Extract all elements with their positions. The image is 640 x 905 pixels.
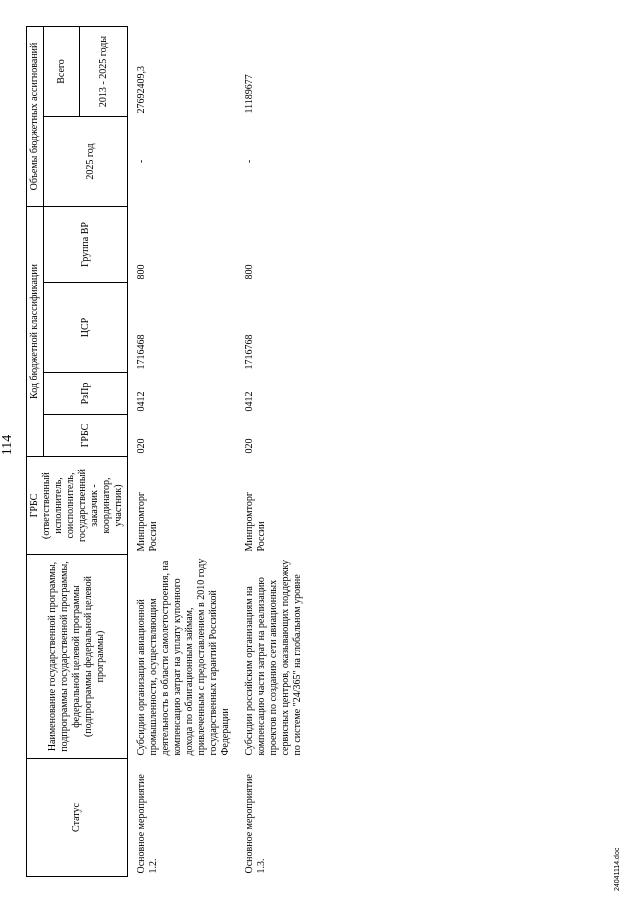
- header-name: Наименование государственной программы, подпрограммы государственной программы, федеральной целевой программы (подпрограммы федеральной целевой программы): [27, 555, 128, 759]
- row-name: Субсидии российским организациям на компенсацию части затрат на реализацию проектов по созданию сети авиационных сервисных центров, оказывающих поддержку по системе "24/365" на глобальном уровне: [244, 559, 303, 756]
- page-number: 114: [0, 434, 15, 456]
- row-grbs-code: 020: [244, 438, 255, 454]
- row-grbs: Минпромторг России: [136, 492, 159, 552]
- row-vr: 800: [136, 264, 147, 280]
- document-code: 24041114.doc: [614, 847, 621, 891]
- header-vr-group: Группа ВР: [44, 206, 128, 282]
- header-rzpr: РзПр: [44, 373, 128, 415]
- header-allocations: Объемы бюджетных ассигнований: [27, 26, 44, 206]
- header-total: Всего: [44, 26, 80, 116]
- row-csr: 1716468: [136, 334, 147, 370]
- row-rzpr: 0412: [244, 391, 255, 412]
- row-grbs-code: 020: [136, 438, 147, 454]
- row-status: Основное мероприятие 1.2.: [136, 774, 159, 874]
- table-row: [128, 26, 237, 876]
- row-name: Субсидии организации авиационной промышленности, осуществляющим деятельность в области самолетостроения, на компенсацию затрат на уплату купонного дохода по облигационным займам, привлеченным с предоставлением в 2010 году государственных гарантий Российской Федерации: [136, 558, 231, 756]
- row-rzpr: 0412: [136, 391, 147, 412]
- header-years-range: 2013 - 2025 годы: [80, 26, 128, 116]
- header-csr: ЦСР: [44, 283, 128, 373]
- row-2025: -: [136, 159, 147, 164]
- header-status: Статус: [27, 759, 128, 877]
- header-budget-code: Код бюджетной классификации: [27, 206, 44, 456]
- header-grbs-code: ГРБС: [44, 415, 128, 457]
- header-2025: 2025 год: [44, 116, 128, 206]
- budget-table: [26, 26, 308, 877]
- row-total: 11189677: [244, 74, 255, 114]
- row-2025: -: [244, 159, 255, 164]
- row-total: 27692409,3: [136, 65, 147, 114]
- row-status: Основное мероприятие 1.3.: [244, 774, 267, 874]
- row-grbs: Минпромторг России: [244, 492, 267, 552]
- row-csr: 1716768: [244, 334, 255, 370]
- header-grbs: ГРБС (ответственный исполнитель, соисполнитель, государственный заказчик - координатор, участник): [27, 457, 128, 555]
- table-row: [236, 26, 308, 876]
- row-vr: 800: [244, 264, 255, 280]
